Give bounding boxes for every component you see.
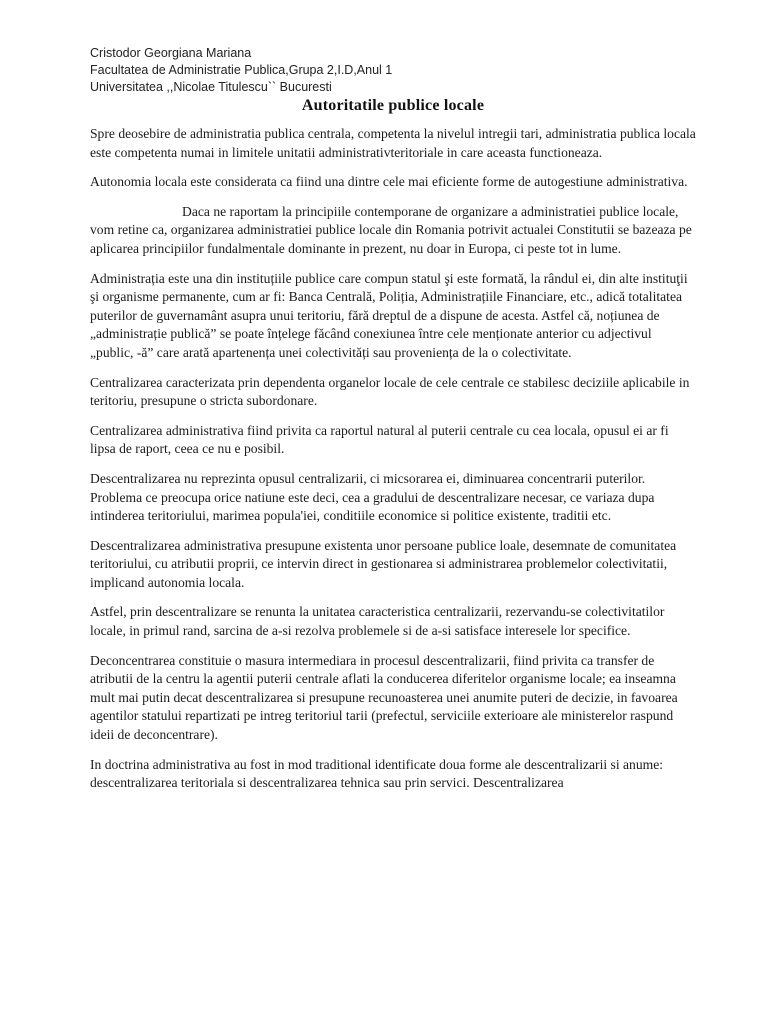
paragraph-5: Centralizarea caracterizata prin dependenta organelor locale de cele centrale ce stabilesc deciziile aplicabile in teritoriu, presupune o stricta subordonare.: [90, 374, 690, 409]
paragraph-10: Deconcentrarea constituie o masura intermediara in procesul descentralizarii, fiind privita ca transfer de atributii de la centru la agentii puterii centrale aflati la conducerea diferitelor organisme locale; ea inseamna mult mai putin decat descentralizarea si presupune recunoasterea unei anumite puteri de decizie, in favoarea agentilor statului repartizati pe intreg teritoriul tarii (prefectul, serviciile exterioare ale ministerelor raspund ideii de deconcentrare).: [90, 652, 678, 743]
paragraph-7: Descentralizarea nu reprezinta opusul centralizarii, ci micsorarea ei, diminuarea concentrarii puterilor. Problema ce preocupa orice natiune este deci, cea a gradului de descentralizare necesar, ce variaza dupa intinderea teritoriului, marimea popula'iei, conditiile economice si politice existente, traditii etc.: [90, 470, 655, 524]
paragraph-6: Centralizarea administrativa fiind privita ca raportul natural al puterii centrale cu cea locala, opusul ei ar fi lipsa de raport, ceea ce nu e posibil.: [90, 422, 669, 457]
document-title: Autoritatile publice locale: [301, 97, 485, 114]
paragraph-8: Descentralizarea administrativa presupune existenta unor persoane publice loale, desemnate de comunitatea teritoriului, cu atributii proprii, ce intervin direct in gestionarea si administrarea problemelor colectivitatii, implicand autonomia locala.: [90, 537, 677, 590]
paragraph-3: Daca ne raportam la principiile contemporane de organizare a administratiei publice locale, vom retine ca, organizarea administratiei publice locale din Romania potrivit actualei Constitutii se bazeaza pe aplicarea principiilor fundalmentale dominante in prezent, nu doar in Europa, ci peste tot in lume.: [90, 203, 692, 256]
paragraph-1: Spre deosebire de administratia publica centrala, competenta la nivelul intregii tari, administratia publica locala este competenta numai in limitele unitatii administrativteritoriale in care aceasta functioneaza.: [90, 126, 696, 160]
author-name: Cristodor Georgiana Mariana: [90, 46, 252, 60]
paragraph-4: Administrația este una din instituțiile publice care compun statul şi este formată, la rândul ei, din alte instituţii şi organisme permanente, cum ar fi: Banca Centrală, Poliția, Administrațiile Financiare, etc., adică totalitatea puterilor de guvernamânt asupra unui teritoriu, fără dreptul de a dispune de acesta. Astfel că, noțiunea de „administrație publică” se poate înțelege făcând conexiunea între cele menționate anterior cu adjectivul „public, -ă” care arată apartenența unei colectivități sau proveniența de la o colectivitate.: [90, 270, 688, 360]
university-line: Universitatea ,,Nicolae Titulescu`` Bucuresti: [90, 80, 332, 94]
paragraph-11: In doctrina administrativa au fost in mod traditional identificate doua forme ale descentralizarii si anume: descentralizarea teritoriala si descentralizarea tehnica sau prin servici. Descentralizarea: [90, 756, 664, 791]
paragraph-2: Autonomia locala este considerata ca fiind una dintre cele mai eficiente forme de autogestiune administrativa.: [90, 174, 688, 190]
faculty-line: Facultatea de Administratie Publica,Grupa 2,I.D,Anul 1: [90, 63, 393, 77]
paragraph-9: Astfel, prin descentralizare se renunta la unitatea caracteristica centralizarii, rezervandu-se colectivitatilor locale, in primul rand, sarcina de a-si rezolva problemele si de a-si satisface interesele lor specifice.: [90, 604, 665, 639]
